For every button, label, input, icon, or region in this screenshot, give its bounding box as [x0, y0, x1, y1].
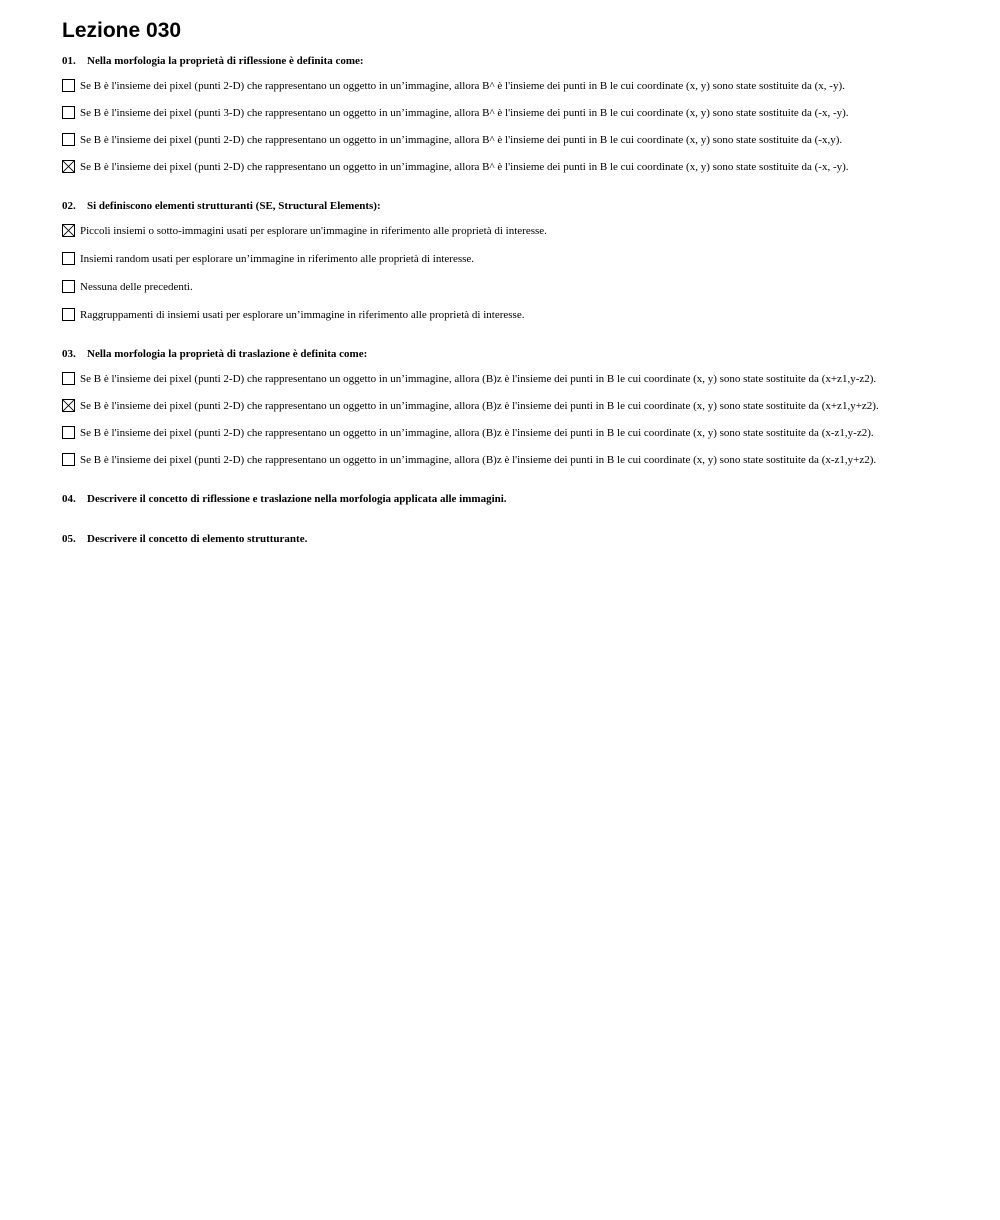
answer-option — [62, 308, 932, 324]
answer-option — [62, 106, 932, 122]
question-text: Descrivere il concetto di riflessione e traslazione nella morfologia applicata alle immagini. — [87, 493, 507, 505]
answer-option — [62, 79, 932, 95]
question-01 — [62, 54, 932, 176]
answer-text: Piccoli insiemi o sotto-immagini usati per esplorare un'immagine in riferimento alle proprietà di interesse. — [80, 225, 547, 237]
question-header — [62, 532, 932, 547]
question-text: Si definiscono elementi strutturanti (SE, Structural Elements): — [87, 200, 381, 212]
answer-option — [62, 160, 932, 176]
answer-text: Se B è l'insieme dei pixel (punti 2-D) che rappresentano un oggetto in un’immagine, allora B^ è l'insieme dei punti in B le cui coordinate (x, y) sono state sostituite da (x, -y). — [80, 80, 845, 92]
answer-option — [62, 280, 932, 296]
question-02 — [62, 199, 932, 324]
checked-box-icon[interactable] — [62, 399, 75, 412]
answer-text: Raggruppamenti di insiemi usati per esplorare un’immagine in riferimento alle proprietà di interesse. — [80, 309, 525, 321]
checked-box-icon[interactable] — [62, 224, 75, 237]
answer-text: Insiemi random usati per esplorare un’immagine in riferimento alle proprietà di interesse. — [80, 253, 475, 265]
question-number: 05. — [62, 533, 76, 545]
document-page — [62, 18, 932, 572]
question-03 — [62, 347, 932, 469]
answer-option — [62, 399, 932, 415]
answer-option — [62, 133, 932, 149]
checkbox-icon[interactable] — [62, 426, 75, 439]
answer-text: Se B è l'insieme dei pixel (punti 2-D) che rappresentano un oggetto in un’immagine, allora B^ è l'insieme dei punti in B le cui coordinate (x, y) sono state sostituite da (-x,y). — [80, 134, 843, 146]
lesson-title: Lezione 030 — [62, 19, 182, 42]
checkbox-icon[interactable] — [62, 79, 75, 92]
checkbox-icon[interactable] — [62, 308, 75, 321]
answer-text: Nessuna delle precedenti. — [80, 281, 193, 293]
question-number: 04. — [62, 493, 76, 505]
question-number: 02. — [62, 200, 76, 212]
question-header — [62, 492, 932, 507]
checked-box-icon[interactable] — [62, 160, 75, 173]
answer-option — [62, 224, 932, 240]
answer-text: Se B è l'insieme dei pixel (punti 2-D) che rappresentano un oggetto in un’immagine, allora (B)z è l'insieme dei punti in B le cui coordinate (x, y) sono state sostituite da (x+z1,y-z2). — [80, 373, 877, 385]
checkbox-icon[interactable] — [62, 252, 75, 265]
checkbox-icon[interactable] — [62, 106, 75, 119]
answer-option — [62, 252, 932, 268]
question-header — [62, 347, 932, 362]
question-04 — [62, 492, 932, 507]
answer-option — [62, 372, 932, 388]
checkbox-icon[interactable] — [62, 372, 75, 385]
question-text: Nella morfologia la proprietà di riflessione è definita come: — [87, 55, 364, 67]
answer-option — [62, 453, 932, 469]
answer-text: Se B è l'insieme dei pixel (punti 3-D) che rappresentano un oggetto in un’immagine, allora B^ è l'insieme dei punti in B le cui coordinate (x, y) sono state sostituite da (-x, -y). — [80, 107, 849, 119]
answer-text: Se B è l'insieme dei pixel (punti 2-D) che rappresentano un oggetto in un’immagine, allora (B)z è l'insieme dei punti in B le cui coordinate (x, y) sono state sostituite da (x-z1,y-z2). — [80, 427, 874, 439]
question-header — [62, 54, 932, 69]
question-number: 01. — [62, 55, 76, 67]
question-05 — [62, 532, 932, 547]
answer-text: Se B è l'insieme dei pixel (punti 2-D) che rappresentano un oggetto in un’immagine, allora (B)z è l'insieme dei punti in B le cui coordinate (x, y) sono state sostituite da (x+z1,y+z2). — [80, 400, 879, 412]
checkbox-icon[interactable] — [62, 453, 75, 466]
question-text: Descrivere il concetto di elemento strutturante. — [87, 533, 308, 545]
question-text: Nella morfologia la proprietà di traslazione è definita come: — [87, 348, 368, 360]
question-number: 03. — [62, 348, 76, 360]
answer-text: Se B è l'insieme dei pixel (punti 2-D) che rappresentano un oggetto in un’immagine, allora (B)z è l'insieme dei punti in B le cui coordinate (x, y) sono state sostituite da (x-z1,y+z2). — [80, 454, 877, 466]
question-header — [62, 199, 932, 214]
answer-text: Se B è l'insieme dei pixel (punti 2-D) che rappresentano un oggetto in un’immagine, allora B^ è l'insieme dei punti in B le cui coordinate (x, y) sono state sostituite da (-x, -y). — [80, 161, 849, 173]
checkbox-icon[interactable] — [62, 133, 75, 146]
checkbox-icon[interactable] — [62, 280, 75, 293]
answer-option — [62, 426, 932, 442]
